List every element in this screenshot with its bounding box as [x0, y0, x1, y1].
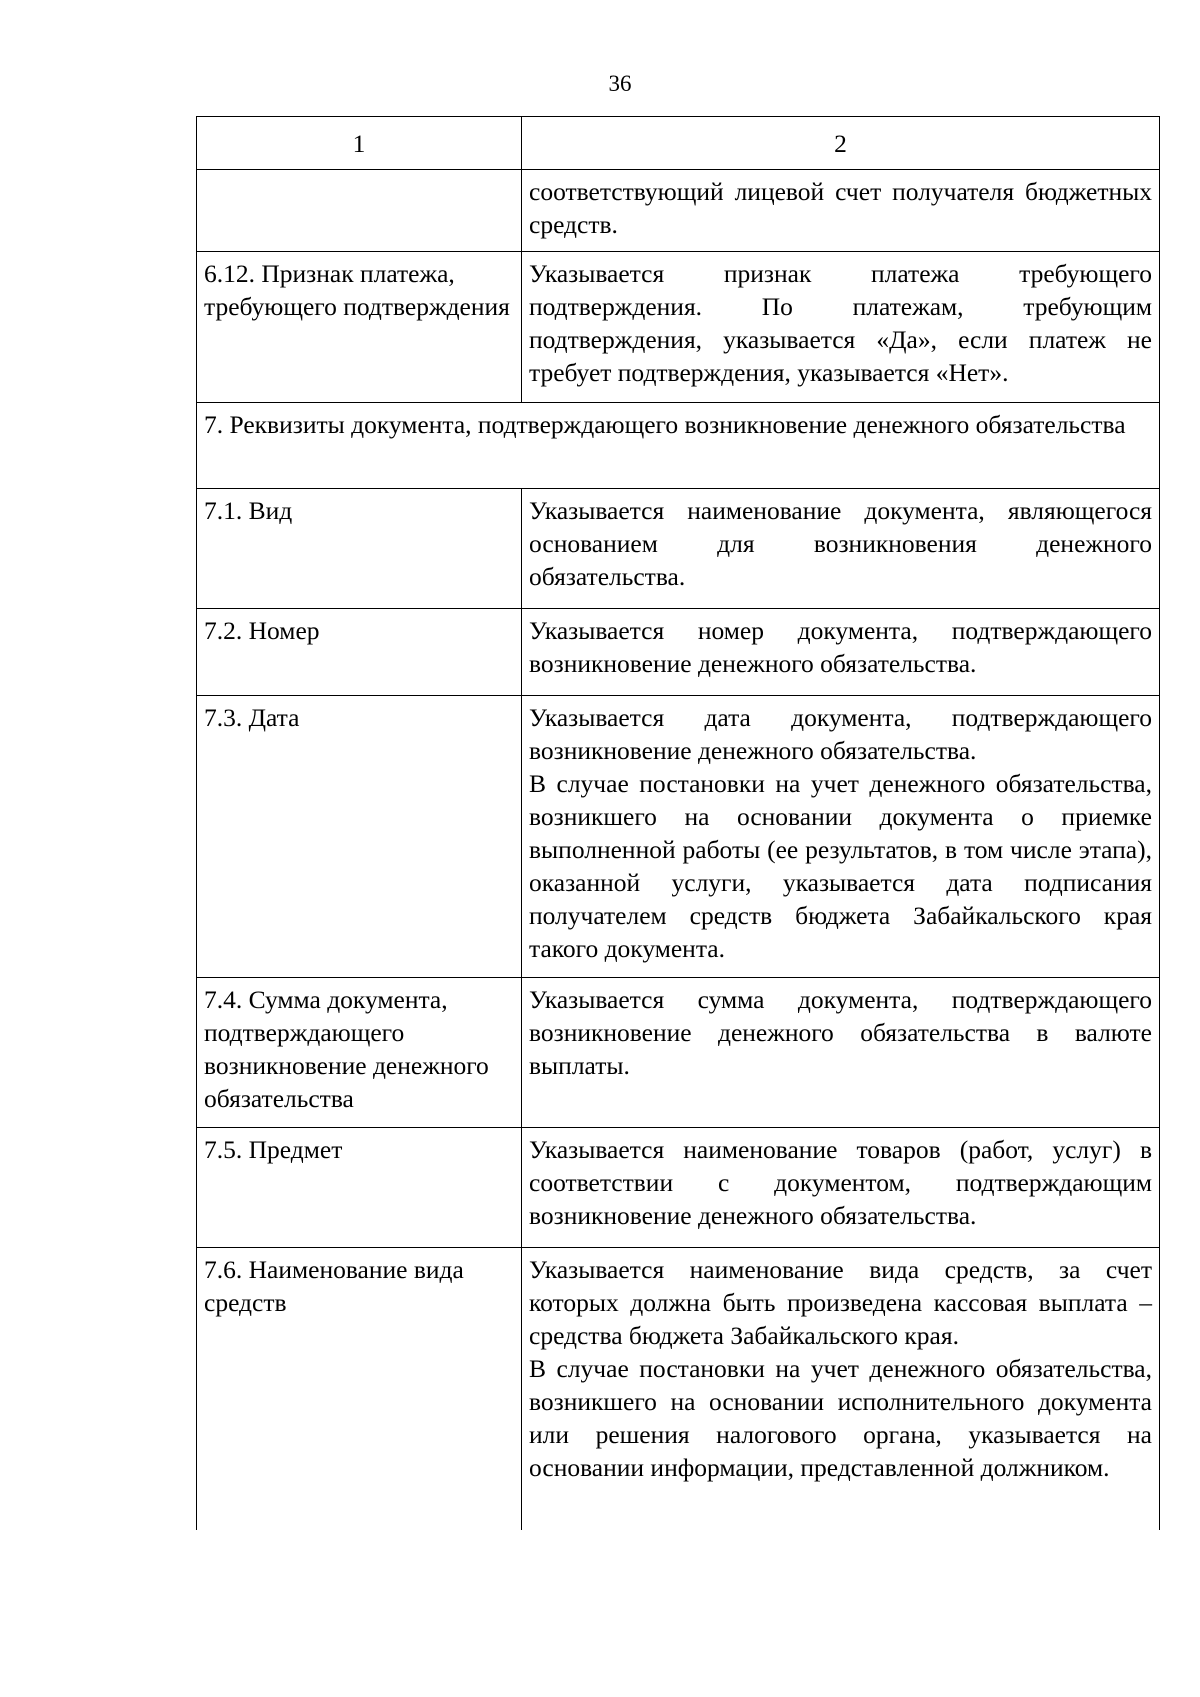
section-row [197, 403, 1160, 489]
requisites-table [196, 116, 1160, 1530]
section-heading-cell: 7. Реквизиты документа, подтверждающего возникновение денежного обязательства [197, 403, 1160, 489]
description-paragraph: Указывается сумма документа, подтверждающего возникновение денежного обязательства в валюте выплаты. [529, 985, 1152, 1080]
description-paragraph: соответствующий лицевой счет получателя бюджетных средств. [529, 177, 1152, 239]
table-row [197, 489, 1160, 609]
field-name-cell: 7.1. Вид [197, 489, 522, 609]
table-row [197, 696, 1160, 978]
page-number: 36 [608, 71, 632, 96]
field-name-cell: 7.2. Номер [197, 609, 522, 696]
field-name-cell: 7.6. Наименование вида средств [197, 1248, 522, 1530]
description-cell [522, 252, 1160, 403]
field-name-cell: 7.4. Сумма документа, подтверждающего возникновение денежного обязательства [197, 978, 522, 1128]
description-paragraph: В случае постановки на учет денежного обязательства, возникшего на основании документа о приемке выполненной работы (ее результатов, в том числе этапа), оказанной услуги, указывается дата подписания получателем средств бюджета Забайкальского края такого документа. [529, 769, 1152, 963]
description-paragraph: Указывается дата документа, подтверждающего возникновение денежного обязательства. [529, 703, 1152, 765]
table-row [197, 978, 1160, 1128]
table-header-row [197, 117, 1160, 170]
description-cell [522, 978, 1160, 1128]
description-cell [522, 489, 1160, 609]
description-cell [522, 609, 1160, 696]
column-2-header: 2 [522, 117, 1160, 170]
description-paragraph: Указывается номер документа, подтверждающего возникновение денежного обязательства. [529, 616, 1152, 678]
description-cell [522, 696, 1160, 978]
description-paragraph: В случае постановки на учет денежного обязательства, возникшего на основании исполнительного документа или решения налогового органа, указывается на основании информации, представленной должником. [529, 1354, 1152, 1482]
description-cell [522, 1128, 1160, 1248]
field-name-cell: 7.3. Дата [197, 696, 522, 978]
field-name-cell: 6.12. Признак платежа, требующего подтверждения [197, 252, 522, 403]
table-row [197, 609, 1160, 696]
table-row [197, 1128, 1160, 1248]
field-name-cell [197, 170, 522, 252]
description-paragraph: Указывается признак платежа требующего подтверждения. По платежам, требующим подтверждения, указывается «Да», если платеж не требует подтверждения, указывается «Нет». [529, 259, 1152, 387]
description-cell [522, 1248, 1160, 1530]
description-paragraph: Указывается наименование товаров (работ, услуг) в соответствии с документом, подтверждающим возникновение денежного обязательства. [529, 1135, 1152, 1230]
description-paragraph: Указывается наименование документа, являющегося основанием для возникновения денежного обязательства. [529, 496, 1152, 591]
description-cell [522, 170, 1160, 252]
table-row [197, 252, 1160, 403]
field-name-cell: 7.5. Предмет [197, 1128, 522, 1248]
column-1-header: 1 [197, 117, 522, 170]
description-paragraph: Указывается наименование вида средств, за счет которых должна быть произведена кассовая выплата – средства бюджета Забайкальского края. [529, 1255, 1152, 1350]
table-row [197, 1248, 1160, 1530]
table-row [197, 170, 1160, 252]
